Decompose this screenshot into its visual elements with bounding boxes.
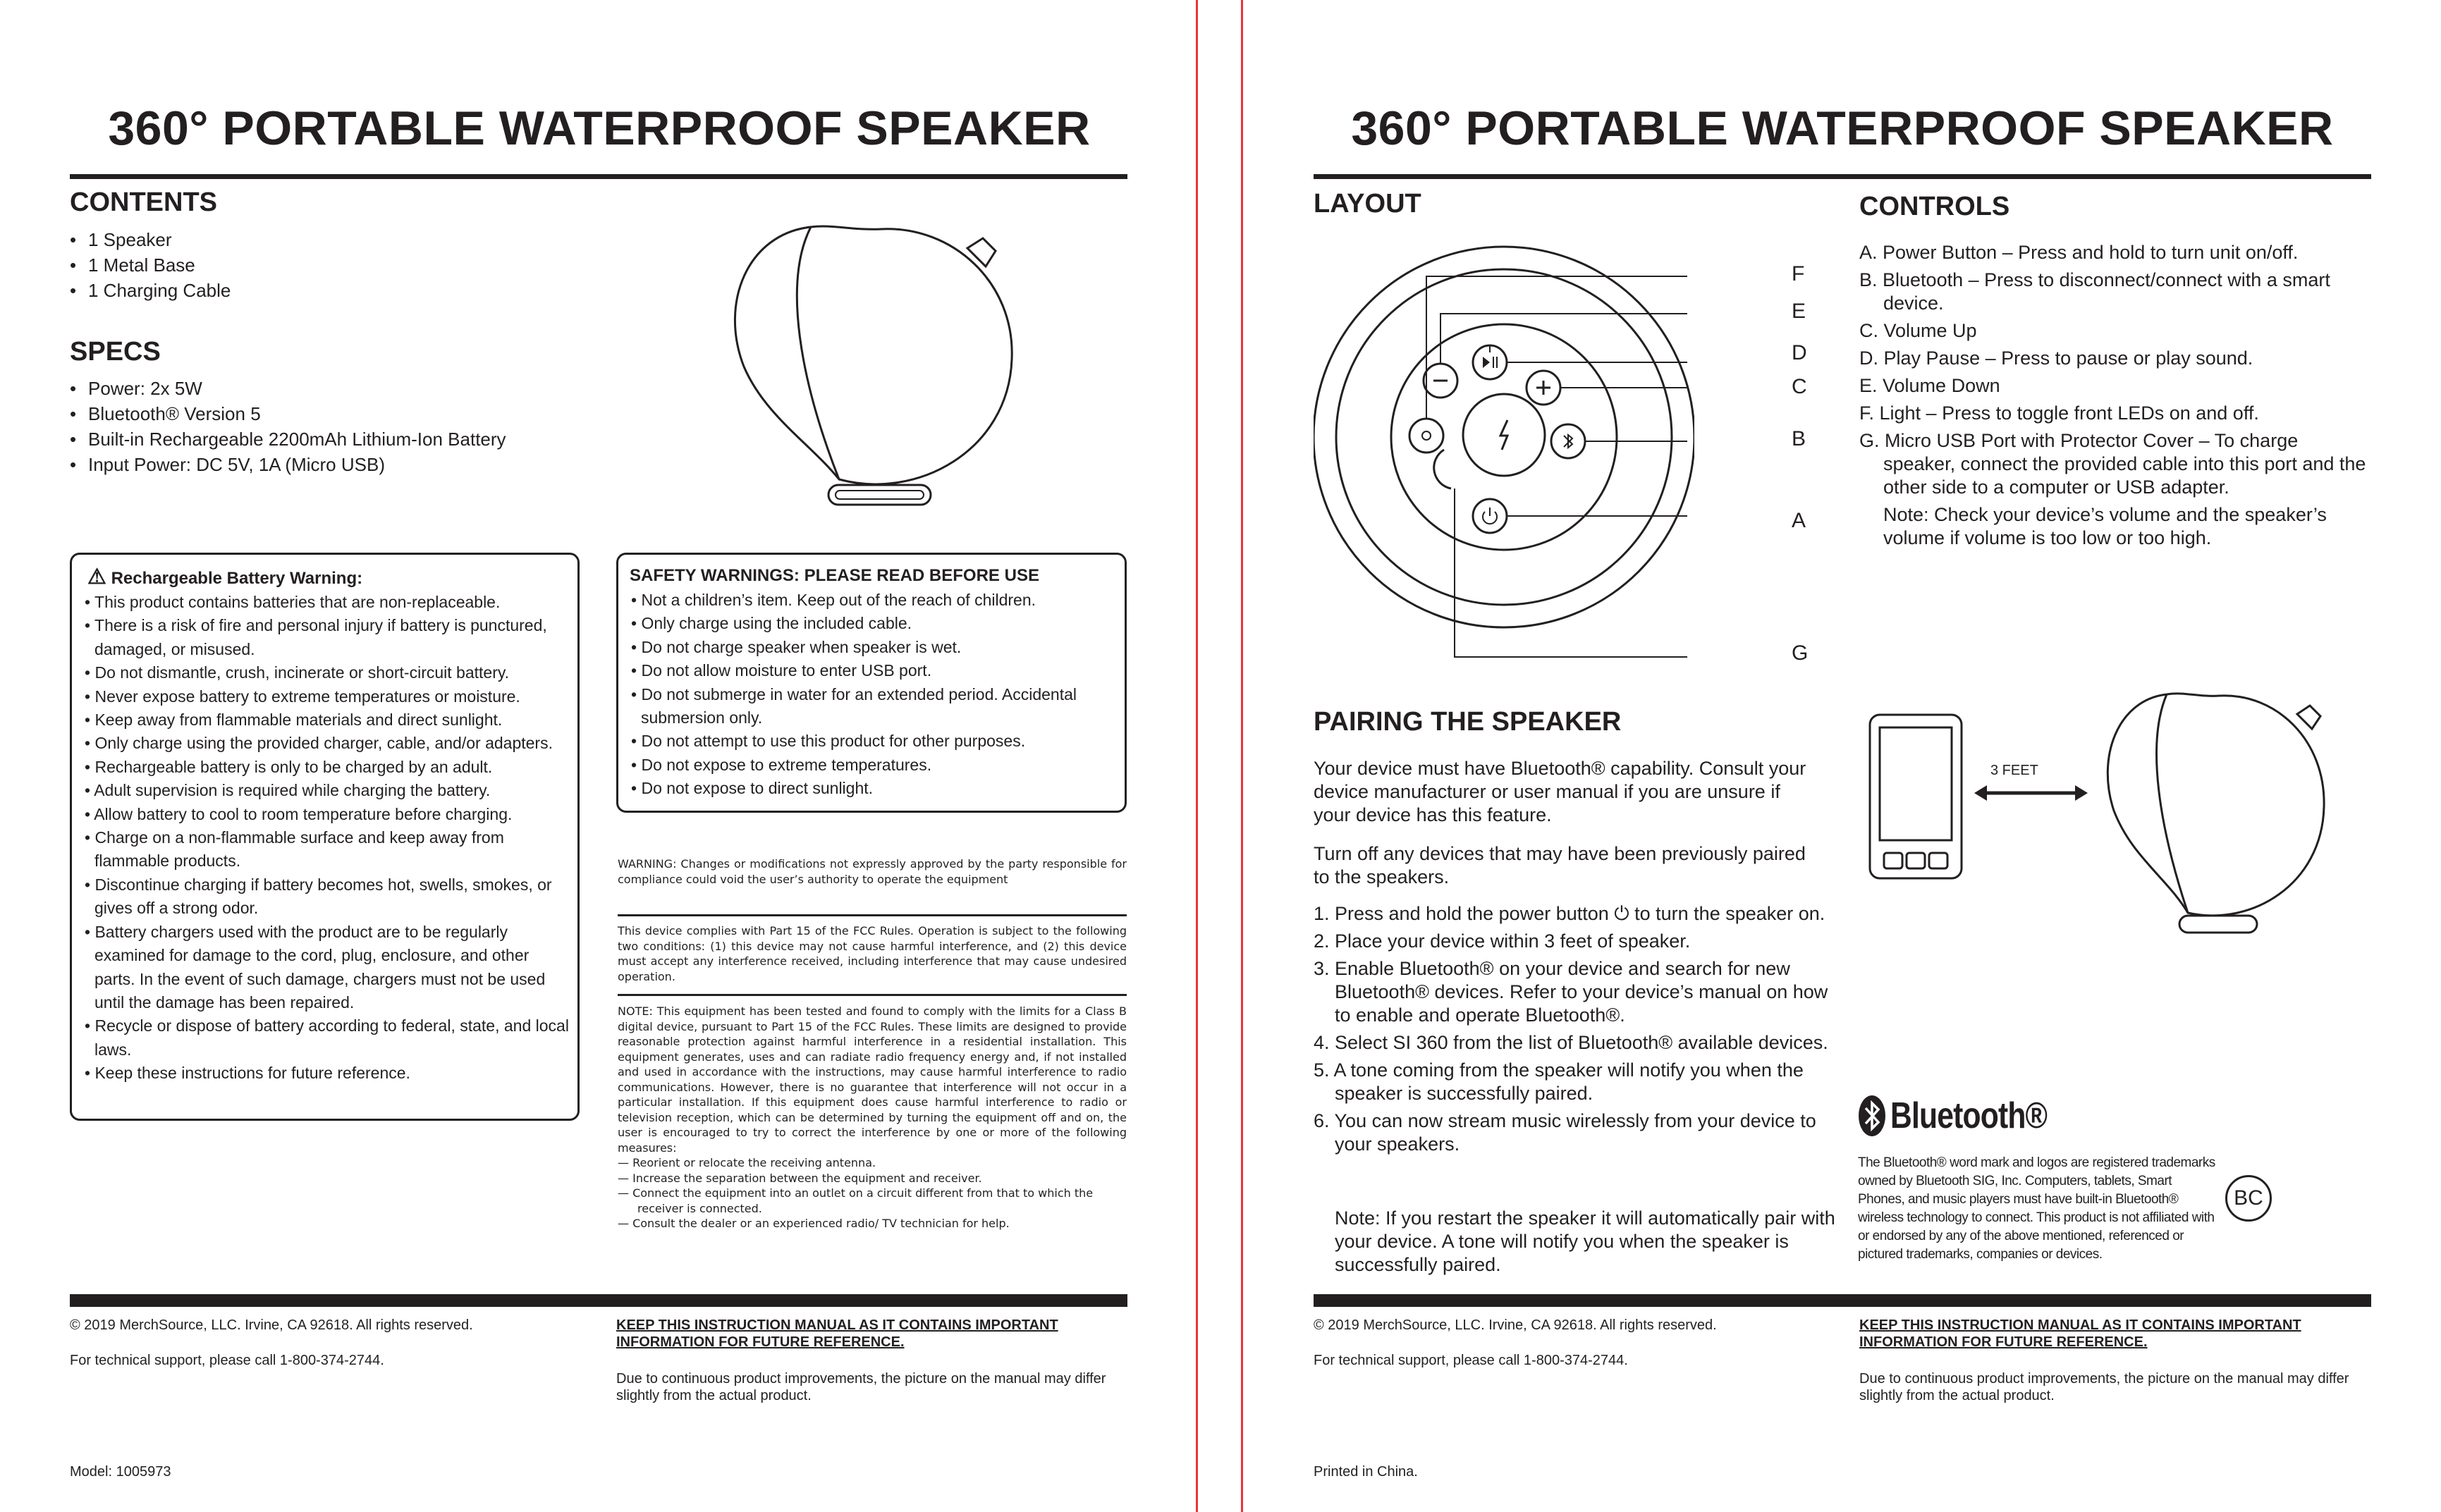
- keep-manual-notice: KEEP THIS INSTRUCTION MANUAL AS IT CONTAINS IMPORTANT INFORMATION FOR FUTURE REFERENCE.: [1859, 1317, 2301, 1350]
- contents-list: [70, 227, 634, 303]
- warning-triangle-icon: ⚠: [87, 565, 106, 589]
- keep-manual-notice: KEEP THIS INSTRUCTION MANUAL AS IT CONTAINS IMPORTANT INFORMATION FOR FUTURE REFERENCE.: [616, 1317, 1058, 1350]
- list-item: • Only charge using the included cable.: [627, 612, 1113, 635]
- pairing-steps: [1314, 902, 1835, 1160]
- fcc-note: [618, 1004, 1127, 1231]
- list-item: C. Volume Up: [1859, 320, 1977, 341]
- pairing-note: Note: If you restart the speaker it will automatically pair with your device. A tone will notify you when the speaker is successfully paired.: [1335, 1207, 1835, 1275]
- title-rule: [70, 174, 1127, 179]
- list-item: 3. Enable Bluetooth® on your device and search for new Bluetooth® devices. Refer to your device’s manual on how to enable and operate Bluetooth®.: [1314, 958, 1828, 1026]
- safety-warnings-title: SAFETY WARNINGS: PLEASE READ BEFORE USE: [630, 566, 1039, 585]
- bluetooth-icon: [1858, 1095, 1886, 1137]
- copyright: © 2019 MerchSource, LLC. Irvine, CA 92618. All rights reserved.: [1314, 1317, 1717, 1333]
- fcc-note-text: NOTE: This equipment has been tested and found to comply with the limits for a Class B digital device, pursuant to Part 15 of the FCC Rules. These limits are designed to provide reasonable protection against harmful interference in a residential installation. This equipment generates, uses and can radiate radio frequency energy and, if not installed and used in accordance with the instructions, may cause harmful interference to radio communications. However, there is no guarantee that interference will not occur in a particular installation. If this equipment does cause harmful interference to radio or television reception, which can be determined by turning the equipment off and on, the user is encouraged to try to correct the interference by one or more of the following measures:: [618, 1004, 1127, 1155]
- distance-label: 3 FEET: [1990, 763, 2038, 778]
- list-item: • Bluetooth® Version 5: [70, 401, 704, 426]
- list-item: • Keep these instructions for future reference.: [80, 1062, 574, 1085]
- battery-warning-title: Rechargeable Battery Warning:: [111, 569, 363, 588]
- list-item: • Keep away from flammable materials and direct sunlight.: [80, 708, 574, 732]
- list-item: • Not a children’s item. Keep out of the reach of children.: [627, 589, 1113, 612]
- battery-warning-box: [70, 553, 580, 1121]
- list-item: — Reorient or relocate the receiving antenna.: [618, 1155, 1127, 1171]
- list-item: — Increase the separation between the equipment and receiver.: [618, 1171, 1127, 1186]
- layout-label-a: A: [1792, 509, 1806, 532]
- fcc-rule: [618, 994, 1127, 996]
- bluetooth-wordmark: Bluetooth®: [1890, 1095, 2048, 1136]
- list-item: B. Bluetooth – Press to disconnect/connect with a smart device.: [1859, 269, 2330, 314]
- left-page: [0, 0, 1199, 1512]
- right-page: [1243, 0, 2441, 1512]
- layout-label-c: C: [1792, 375, 1807, 398]
- list-item: G. Micro USB Port with Protector Cover – To charge speaker, connect the provided cable into this port and the other side to a computer or USB adapter.: [1859, 430, 2366, 498]
- controls-heading: CONTROLS: [1859, 192, 2010, 221]
- list-item: • Adult supervision is required while charging the battery.: [80, 779, 574, 802]
- layout-label-b: B: [1792, 427, 1806, 450]
- copyright: © 2019 MerchSource, LLC. Irvine, CA 92618. All rights reserved.: [70, 1317, 473, 1333]
- list-item: • Do not dismantle, crush, incinerate or short-circuit battery.: [80, 661, 574, 684]
- specs-list: [70, 376, 704, 477]
- list-item: • Only charge using the provided charger, cable, and/or adapters.: [80, 732, 574, 755]
- pairing-turnoff: Turn off any devices that may have been previously paired to the speakers.: [1314, 843, 1806, 887]
- list-item: • 1 Speaker: [70, 227, 634, 252]
- bluetooth-logo: [1858, 1095, 2081, 1137]
- list-item: — Connect the equipment into an outlet on a circuit different from that to which the receiver is connected.: [618, 1186, 1127, 1216]
- specs-heading: SPECS: [70, 337, 161, 367]
- list-item: • Charge on a non-flammable surface and keep away from flammable products.: [80, 826, 574, 873]
- pairing-heading: PAIRING THE SPEAKER: [1314, 707, 1622, 737]
- list-item: • Battery chargers used with the product are to be regularly examined for damage to the cord, plug, enclosure, and other parts. In the event of such damage, chargers must not be used until the damage has been repaired.: [80, 921, 574, 1015]
- improvements-notice: Due to continuous product improvements, the picture on the manual may differ slightly from the actual product.: [1859, 1371, 2349, 1403]
- list-item: • There is a risk of fire and personal injury if battery is punctured, damaged, or misused.: [80, 614, 574, 661]
- list-item: E. Volume Down: [1859, 375, 2000, 396]
- layout-label-d: D: [1792, 341, 1807, 364]
- list-item: 6. You can now stream music wirelessly from your device to your speakers.: [1314, 1110, 1816, 1155]
- safety-warnings-box: [616, 553, 1127, 813]
- layout-label-f: F: [1792, 262, 1805, 285]
- list-item: • Never expose battery to extreme temperatures or moisture.: [80, 685, 574, 708]
- list-item: 1. Press and hold the power button ⏻ to turn the speaker on.: [1314, 903, 1825, 924]
- list-item: • Rechargeable battery is only to be charged by an adult.: [80, 756, 574, 779]
- speaker-illustration: [2089, 687, 2329, 941]
- support-phone: For technical support, please call 1-800-374-2744.: [1314, 1353, 1628, 1368]
- list-item: • Discontinue charging if battery becomes hot, swells, smokes, or gives off a strong odor.: [80, 873, 574, 921]
- page-title: 360° PORTABLE WATERPROOF SPEAKER: [108, 102, 1091, 155]
- footer-rule: [1314, 1294, 2371, 1307]
- fcc-warning: WARNING: Changes or modifications not expressly approved by the party responsible for compliance could void the user’s authority to operate the equipment: [618, 857, 1127, 886]
- controls-list: [1859, 241, 2367, 503]
- list-item: • 1 Charging Cable: [70, 278, 634, 303]
- layout-heading: LAYOUT: [1314, 189, 1421, 219]
- title-rule: [1314, 174, 2371, 179]
- list-item: • Allow battery to cool to room temperature before charging.: [80, 803, 574, 826]
- distance-arrow: [1973, 782, 2089, 804]
- layout-label-g: G: [1792, 641, 1809, 665]
- list-item: • Built-in Rechargeable 2200mAh Lithium-Ion Battery: [70, 426, 704, 452]
- list-item: — Consult the dealer or an experienced radio/ TV technician for help.: [618, 1216, 1127, 1231]
- fcc-measures: [618, 1155, 1127, 1231]
- list-item: • Do not allow moisture to enter USB port.: [627, 659, 1113, 682]
- layout-diagram: [1314, 240, 1694, 677]
- contents-heading: CONTENTS: [70, 188, 217, 217]
- list-item: • Recycle or dispose of battery according to federal, state, and local laws.: [80, 1014, 574, 1062]
- list-item: • Do not charge speaker when speaker is wet.: [627, 636, 1113, 659]
- fcc-rule: [618, 914, 1127, 916]
- list-item: • This product contains batteries that are non-replaceable.: [80, 591, 574, 614]
- fcc-part15: This device complies with Part 15 of the FCC Rules. Operation is subject to the following two conditions: (1) this device may not cause harmful interference, and (2) this device must accept any interference received, including interference that may cause undesired operation.: [618, 924, 1127, 983]
- printed-in: Printed in China.: [1314, 1464, 1418, 1480]
- list-item: • Power: 2x 5W: [70, 376, 704, 401]
- list-item: D. Play Pause – Press to pause or play sound.: [1859, 348, 2253, 369]
- bc-mark: BC: [2225, 1175, 2272, 1222]
- list-item: 2. Place your device within 3 feet of speaker.: [1314, 930, 1691, 952]
- speaker-illustration: [705, 219, 1036, 515]
- page-title: 360° PORTABLE WATERPROOF SPEAKER: [1351, 102, 2334, 155]
- list-item: • 1 Metal Base: [70, 252, 634, 278]
- bluetooth-trademark: The Bluetooth® word mark and logos are registered trademarks owned by Bluetooth SIG, Inc. Computers, tablets, Smart Phones, and music players must have built-in Bluetooth® wireless technology to connect. This product is not affiliated with or endorsed by any of the above mentioned, referenced or pictured trademarks, companies or devices.: [1858, 1155, 2215, 1262]
- list-item: F. Light – Press to toggle front LEDs on and off.: [1859, 402, 2259, 424]
- list-item: • Do not expose to direct sunlight.: [627, 777, 1113, 800]
- list-item: 4. Select SI 360 from the list of Bluetooth® available devices.: [1314, 1032, 1828, 1053]
- support-phone: For technical support, please call 1-800-374-2744.: [70, 1353, 384, 1368]
- list-item: • Do not expose to extreme temperatures.: [627, 754, 1113, 777]
- battery-warning-list: [80, 591, 574, 1086]
- controls-note: Note: Check your device’s volume and the speaker’s volume if volume is too low or too high.: [1883, 504, 2327, 548]
- footer-rule: [70, 1294, 1127, 1307]
- model-number: Model: 1005973: [70, 1464, 171, 1480]
- layout-label-e: E: [1792, 300, 1806, 323]
- list-item: 5. A tone coming from the speaker will notify you when the speaker is successfully paired.: [1314, 1059, 1804, 1104]
- improvements-notice: Due to continuous product improvements, the picture on the manual may differ slightly from the actual product.: [616, 1371, 1106, 1403]
- page-edge: [1196, 0, 1198, 1512]
- phone-illustration: [1867, 712, 1966, 881]
- list-item: • Do not submerge in water for an extended period. Accidental submersion only.: [627, 683, 1113, 730]
- pairing-intro: Your device must have Bluetooth® capability. Consult your device manufacturer or user manual if you are unsure if your device has this feature.: [1314, 758, 1806, 825]
- list-item: • Input Power: DC 5V, 1A (Micro USB): [70, 452, 704, 477]
- list-item: A. Power Button – Press and hold to turn unit on/off.: [1859, 242, 2299, 263]
- safety-warnings-list: [627, 589, 1113, 801]
- list-item: • Do not attempt to use this product for other purposes.: [627, 730, 1113, 753]
